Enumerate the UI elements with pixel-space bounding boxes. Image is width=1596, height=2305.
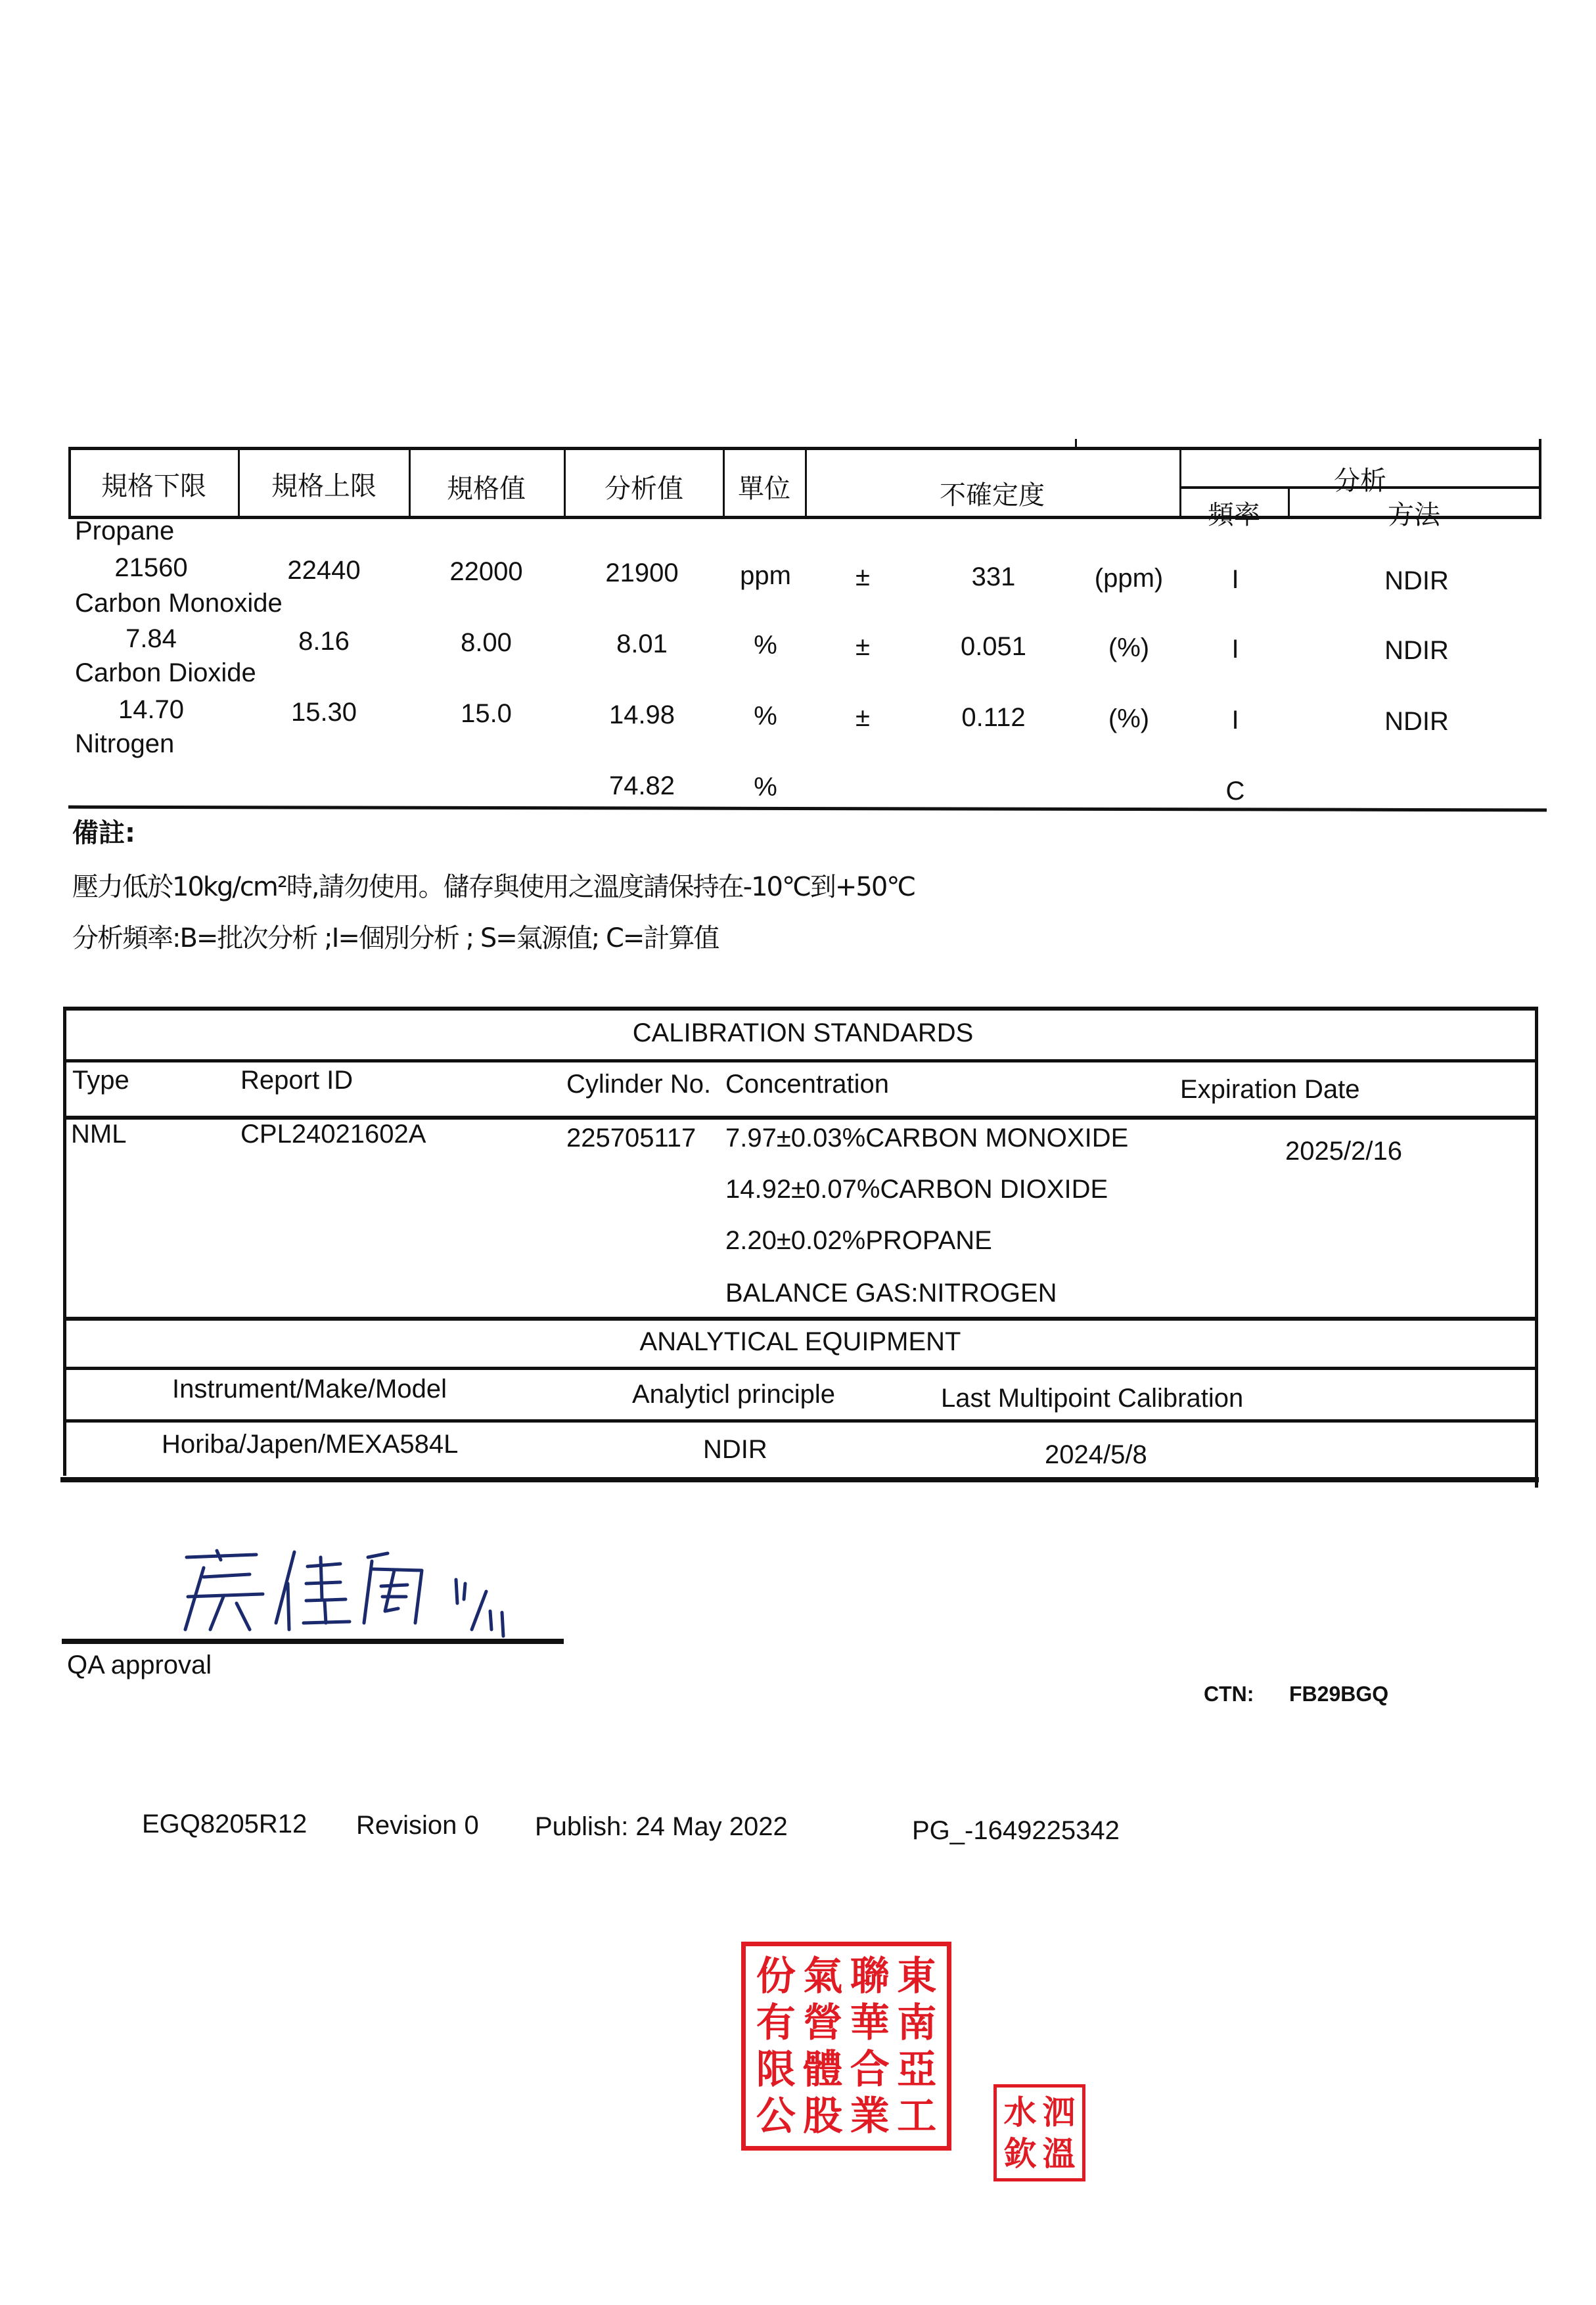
analysis-value: 8.01 — [616, 629, 668, 658]
ctn-label: CTN: — [1204, 1682, 1254, 1706]
lower-limit: 14.70 — [118, 695, 185, 724]
ctn-value: FB29BGQ — [1289, 1682, 1389, 1706]
component-name: Carbon Monoxide — [75, 589, 283, 618]
box-top-border — [63, 1007, 1538, 1011]
personal-seal-stamp — [993, 2084, 1085, 2181]
frequency: C — [1225, 777, 1245, 806]
signature-line — [62, 1639, 564, 1644]
col-concentration: Concentration — [725, 1070, 890, 1099]
company-seal-stamp — [741, 1942, 951, 2151]
uncertainty: 0.051 — [960, 632, 1027, 661]
divider — [63, 1367, 1538, 1370]
instrument-value: Horiba/Japen/MEXA584L — [162, 1430, 459, 1459]
upper-limit: 22440 — [287, 556, 361, 585]
principle-value: NDIR — [703, 1435, 767, 1464]
page-code: PG_-1649225342 — [912, 1816, 1120, 1845]
seal-character: 南 — [897, 1999, 937, 2046]
expiration-date-value: 2025/2/16 — [1285, 1137, 1402, 1166]
equipment-title: ANALYTICAL EQUIPMENT — [639, 1327, 961, 1356]
col-divider — [1179, 447, 1181, 518]
seal-character: 水 — [1003, 2092, 1037, 2132]
component-name: Propane — [75, 516, 175, 545]
method: NDIR — [1384, 636, 1449, 665]
col-divider — [723, 447, 725, 518]
col-divider — [564, 447, 566, 518]
seal-character: 體 — [803, 2046, 843, 2093]
uncertainty: 331 — [971, 562, 1016, 591]
seal-character: 合 — [850, 2046, 890, 2093]
col-divider — [1539, 439, 1541, 518]
unit: % — [754, 773, 777, 802]
component-name: Nitrogen — [75, 729, 175, 758]
col-instrument: Instrument/Make/Model — [172, 1375, 447, 1404]
seal-character: 東 — [897, 1953, 937, 1999]
seal-character: 泗 — [1042, 2092, 1076, 2132]
col-type: Type — [72, 1066, 129, 1095]
remarks-label: 備註: — [72, 818, 135, 848]
header-spec-value: 規格值 — [447, 474, 526, 504]
header-lower-limit: 規格下限 — [101, 471, 206, 501]
analysis-value: 14.98 — [608, 700, 675, 729]
concentration-line: 7.97±0.03%CARBON MONOXIDE — [725, 1124, 1129, 1152]
concentration-line: 2.20±0.02%PROPANE — [725, 1226, 992, 1255]
tick-mark — [1075, 439, 1077, 448]
method: NDIR — [1384, 707, 1449, 736]
plus-minus: ± — [855, 562, 870, 591]
frequency: I — [1231, 565, 1239, 594]
header-unit: 單位 — [738, 474, 790, 504]
calibration-title: CALIBRATION STANDARDS — [632, 1018, 974, 1047]
upper-limit: 15.30 — [290, 698, 357, 727]
seal-character: 股 — [803, 2093, 843, 2139]
col-divider — [68, 447, 71, 518]
col-divider — [409, 447, 411, 518]
handwritten-signature — [177, 1531, 572, 1643]
seal-character: 欽 — [1003, 2134, 1037, 2173]
unit: % — [754, 631, 777, 660]
uncertainty-unit: (%) — [1108, 633, 1150, 662]
header-method: 方法 — [1388, 500, 1440, 530]
seal-character: 亞 — [897, 2046, 937, 2093]
box-bottom-border — [60, 1477, 1539, 1482]
uncertainty: 0.112 — [961, 703, 1026, 732]
spec-value: 8.00 — [461, 628, 512, 657]
publish-date: Publish: 24 May 2022 — [535, 1812, 788, 1841]
qa-approval-label: QA approval — [67, 1651, 212, 1679]
seal-character: 華 — [850, 1999, 890, 2046]
remarks-line-1: 壓力低於10kg/cm²時,請勿使用。儲存與使用之溫度請保持在-10℃到+50℃ — [72, 872, 915, 902]
unit: ppm — [740, 561, 791, 590]
type-value: NML — [71, 1120, 127, 1149]
spec-value: 15.0 — [461, 699, 512, 728]
concentration-line: 14.92±0.07%CARBON DIOXIDE — [725, 1175, 1108, 1204]
revision: Revision 0 — [356, 1811, 479, 1840]
method: NDIR — [1384, 566, 1449, 595]
col-principle: Analyticl principle — [632, 1380, 836, 1409]
col-last-calibration: Last Multipoint Calibration — [941, 1384, 1244, 1413]
divider — [63, 1317, 1538, 1321]
seal-character: 聯 — [850, 1953, 890, 1999]
header-analysis: 分析 — [1334, 466, 1386, 496]
component-name: Carbon Dioxide — [75, 658, 256, 687]
analysis-value: 74.82 — [608, 771, 675, 800]
seal-character: 限 — [756, 2046, 796, 2093]
lower-limit: 21560 — [114, 553, 188, 582]
frequency: I — [1231, 706, 1239, 735]
lower-limit: 7.84 — [125, 624, 177, 653]
col-report-id: Report ID — [240, 1066, 353, 1095]
header-uncertainty: 不確定度 — [940, 480, 1045, 511]
plus-minus: ± — [855, 703, 870, 732]
uncertainty-unit: (%) — [1108, 704, 1150, 733]
spec-value: 22000 — [449, 557, 523, 586]
col-divider — [238, 447, 240, 518]
analysis-value: 21900 — [605, 559, 679, 587]
divider — [63, 1059, 1538, 1062]
frequency: I — [1231, 635, 1239, 664]
plus-minus: ± — [855, 632, 870, 661]
last-calibration-value: 2024/5/8 — [1045, 1440, 1147, 1469]
header-frequency: 頻率 — [1208, 500, 1260, 530]
seal-character: 溫 — [1042, 2134, 1076, 2173]
remarks-line-2: 分析頻率:B=批次分析 ;I=個別分析 ; S=氣源值; C=計算值 — [72, 923, 719, 953]
col-expiration-date: Expiration Date — [1180, 1075, 1360, 1104]
col-cylinder-no: Cylinder No. — [566, 1070, 712, 1099]
document-code: EGQ8205R12 — [142, 1810, 308, 1838]
concentration-line: BALANCE GAS:NITROGEN — [725, 1279, 1057, 1308]
col-divider — [805, 447, 807, 518]
seal-character: 氣 — [803, 1953, 843, 1999]
seal-character: 公 — [756, 2093, 796, 2139]
uncertainty-unit: (ppm) — [1094, 564, 1164, 593]
header-upper-limit: 規格上限 — [271, 471, 376, 501]
cylinder-no-value: 225705117 — [566, 1124, 696, 1152]
divider — [63, 1419, 1538, 1423]
box-left-border — [63, 1007, 66, 1476]
seal-character: 業 — [850, 2093, 890, 2139]
report-id-value: CPL24021602A — [240, 1120, 426, 1149]
unit: % — [754, 702, 777, 731]
seal-character: 有 — [756, 1999, 796, 2046]
box-right-border — [1535, 1007, 1538, 1488]
col-divider — [1288, 488, 1290, 518]
seal-character: 營 — [803, 1999, 843, 2046]
header-analysis-value: 分析值 — [604, 474, 683, 504]
seal-character: 份 — [756, 1953, 796, 1999]
table-bottom-border — [68, 806, 1547, 812]
seal-character: 工 — [897, 2093, 937, 2139]
upper-limit: 8.16 — [298, 627, 350, 656]
